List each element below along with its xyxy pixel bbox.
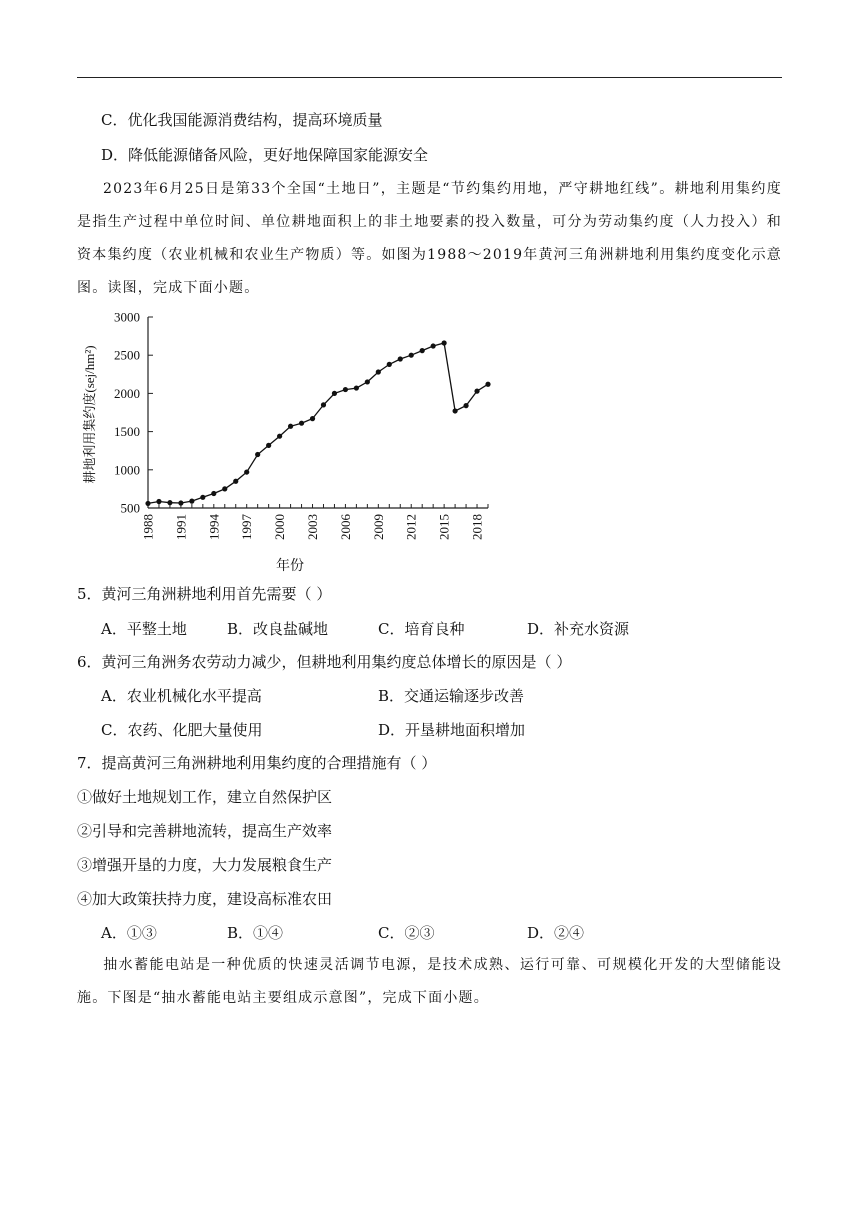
x-tick-label: 1997 xyxy=(239,514,255,540)
q5-option-d: D．补充水资源 xyxy=(527,620,630,638)
data-point xyxy=(211,491,216,496)
q7-statement-2: ②引导和完善耕地流转，提高生产效率 xyxy=(77,822,333,840)
x-tick-label: 1991 xyxy=(173,514,189,540)
data-point xyxy=(156,499,161,504)
data-point xyxy=(485,382,490,387)
x-tick-label: 2009 xyxy=(370,514,386,540)
q6-option-a: A．农业机械化水平提高 xyxy=(101,687,262,705)
data-point xyxy=(420,348,425,353)
passage-pumped-storage xyxy=(77,949,782,1015)
data-point xyxy=(288,424,293,429)
data-point xyxy=(365,379,370,384)
data-point xyxy=(167,500,172,505)
y-tick-label: 3000 xyxy=(114,309,140,325)
q5-option-b: B．改良盐碱地 xyxy=(227,620,329,638)
q7-option-d: D．②④ xyxy=(527,924,585,942)
intensity-line-chart xyxy=(78,303,498,578)
q6-option-b: B．交通运输逐步改善 xyxy=(378,687,525,705)
q7-statement-1: ①做好土地规划工作，建立自然保护区 xyxy=(77,788,333,806)
question-6-stem: 6．黄河三角洲务农劳动力减少，但耕地利用集约度总体增长的原因是（ ） xyxy=(77,653,572,671)
question-5-stem: 5．黄河三角洲耕地利用首先需要（ ） xyxy=(77,585,332,603)
passage-land-day xyxy=(77,173,782,305)
x-tick-label: 2003 xyxy=(305,514,321,540)
data-point xyxy=(442,340,447,345)
data-point xyxy=(178,500,183,505)
data-point xyxy=(200,495,205,500)
data-point xyxy=(189,499,194,504)
option-c-prev: C．优化我国能源消费结构，提高环境质量 xyxy=(101,111,383,129)
q6-option-d: D．开垦耕地面积增加 xyxy=(378,721,526,739)
q7-option-a: A．①③ xyxy=(101,924,157,942)
passage-pumped-storage-text: 抽水蓄能电站是一种优质的快速灵活调节电源，是技术成熟、运行可靠、可规模化开发的大型储能设施。下图是“抽水蓄能电站主要组成示意图”，完成下面小题。 xyxy=(77,957,782,1006)
data-point xyxy=(299,421,304,426)
y-tick-label: 2000 xyxy=(114,385,140,401)
y-tick-label: 1500 xyxy=(114,424,140,440)
data-point xyxy=(431,343,436,348)
passage-land-day-text: 2023年6月25日是第33个全国“土地日”，主题是“节约集约用地，严守耕地红线”。耕地利用集约度是指生产过程中单位时间、单位耕地面积上的非土地要素的投入数量，可分为劳动集约度（人力投入）和资本集约度（农业机械和农业生产物质）等。如图为1988～2019年黄河三角洲耕地利用集约度变化示意图。读图，完成下面小题。 xyxy=(77,181,782,296)
x-tick-label: 2015 xyxy=(436,514,452,540)
x-tick-label: 2018 xyxy=(469,514,485,540)
data-point xyxy=(145,501,150,506)
y-tick-label: 2500 xyxy=(114,347,140,363)
data-point xyxy=(387,362,392,367)
data-point xyxy=(452,408,457,413)
q7-option-c: C．②③ xyxy=(378,924,435,942)
data-point xyxy=(354,385,359,390)
data-point xyxy=(332,391,337,396)
q5-option-a: A．平整土地 xyxy=(101,620,187,638)
x-tick-label: 1988 xyxy=(140,514,156,540)
x-axis-label: 年份 xyxy=(276,559,304,574)
x-tick-label: 2000 xyxy=(272,514,288,540)
y-tick-label: 500 xyxy=(120,500,140,516)
y-tick-label: 1000 xyxy=(114,462,140,478)
data-point xyxy=(398,356,403,361)
data-point xyxy=(266,443,271,448)
question-7-stem: 7．提高黄河三角洲耕地利用集约度的合理措施有（ ） xyxy=(77,754,437,772)
data-point xyxy=(409,353,414,358)
data-point xyxy=(463,403,468,408)
x-tick-label: 1994 xyxy=(206,514,222,540)
x-tick-label: 2006 xyxy=(337,514,353,540)
q7-statement-3: ③增强开垦的力度，大力发展粮食生产 xyxy=(77,856,333,874)
y-axis-label: 耕地利用集约度(sej/hm²) xyxy=(82,345,97,484)
data-point xyxy=(321,402,326,407)
header-rule xyxy=(77,77,782,78)
q7-statement-4: ④加大政策扶持力度，建设高标准农田 xyxy=(77,890,333,908)
option-d-prev: D．降低能源储备风险，更好地保障国家能源安全 xyxy=(101,146,429,164)
q7-option-b: B．①④ xyxy=(227,924,284,942)
data-point xyxy=(474,389,479,394)
data-point xyxy=(277,434,282,439)
q5-option-c: C．培育良种 xyxy=(378,620,465,638)
data-point xyxy=(233,479,238,484)
q6-option-c: C．农药、化肥大量使用 xyxy=(101,721,263,739)
data-point xyxy=(343,387,348,392)
series-line xyxy=(148,343,488,503)
data-point xyxy=(222,486,227,491)
data-point xyxy=(376,369,381,374)
x-tick-label: 2012 xyxy=(403,514,419,540)
data-point xyxy=(310,416,315,421)
data-point xyxy=(244,469,249,474)
data-point xyxy=(255,452,260,457)
